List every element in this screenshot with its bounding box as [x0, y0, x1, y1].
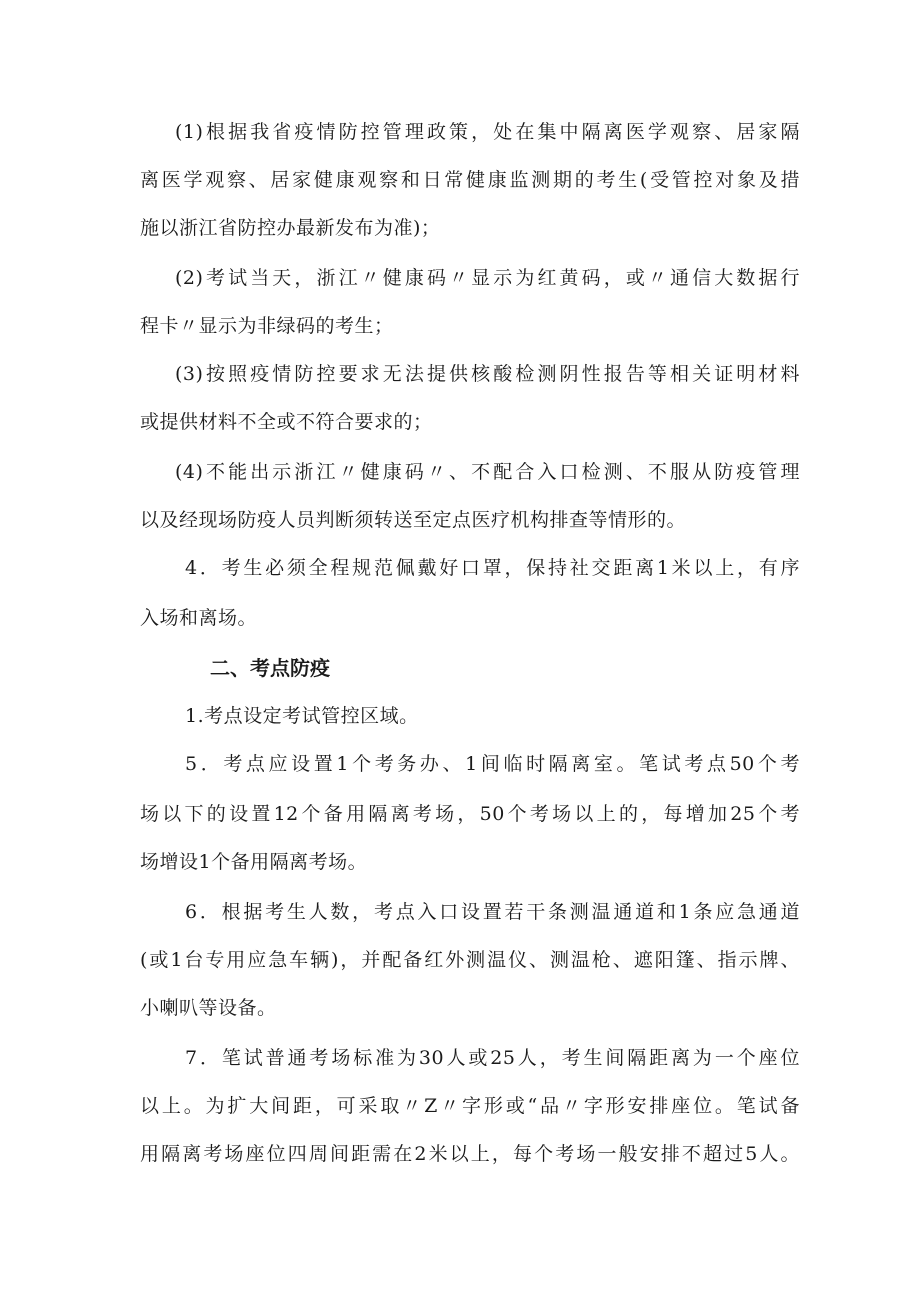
section-heading: 二、考点防疫: [210, 656, 330, 680]
text-line: (1)根据我省疫情防控管理政策，处在集中隔离医学观察、居家隔: [175, 121, 800, 143]
text-line: (或1台专用应急车辆)，并配备红外测温仪、测温枪、遮阳篷、指示牌、: [140, 949, 800, 971]
text-line: 1.考点设定考试管控区域。: [185, 705, 419, 727]
text-line: (3)按照疫情防控要求无法提供核酸检测阴性报告等相关证明材料: [175, 363, 800, 385]
text-line: 以上。为扩大间距，可采取〃Z〃字形或“品〃字形安排座位。笔试备: [140, 1095, 800, 1117]
text-line: 5．考点应设置1个考务办、1间临时隔离室。笔试考点50个考: [185, 753, 800, 775]
text-line: 以及经现场防疫人员判断须转送至定点医疗机构排查等情形的。: [140, 509, 687, 531]
text-line: 4．考生必须全程规范佩戴好口罩，保持社交距离1米以上，有序: [185, 557, 800, 579]
text-line: 用隔离考场座位四周间距需在2米以上，每个考场一般安排不超过5人。: [140, 1143, 800, 1165]
text-line: 施以浙江省防控办最新发布为准)；: [140, 217, 441, 239]
text-line: (4)不能出示浙江〃健康码〃、不配合入口检测、不服从防疫管理: [175, 461, 800, 483]
text-line: 入场和离场。: [140, 607, 258, 629]
text-line: 程卡〃显示为非绿码的考生；: [140, 315, 394, 337]
text-line: 场增设1个备用隔离考场。: [140, 851, 368, 873]
text-line: 离医学观察、居家健康观察和日常健康监测期的考生(受管控对象及措: [140, 169, 800, 191]
text-line: 7．笔试普通考场标准为30人或25人，考生间隔距离为一个座位: [185, 1047, 800, 1069]
text-line: 6．根据考生人数，考点入口设置若干条测温通道和1条应急通道: [185, 901, 800, 923]
text-line: 场以下的设置12个备用隔离考场，50个考场以上的，每增加25个考: [140, 803, 800, 825]
text-line: 小喇叭等设备。: [140, 997, 277, 1019]
text-line: 或提供材料不全或不符合要求的；: [140, 411, 433, 433]
text-line: (2)考试当天，浙江〃健康码〃显示为红黄码，或〃通信大数据行: [175, 267, 800, 289]
